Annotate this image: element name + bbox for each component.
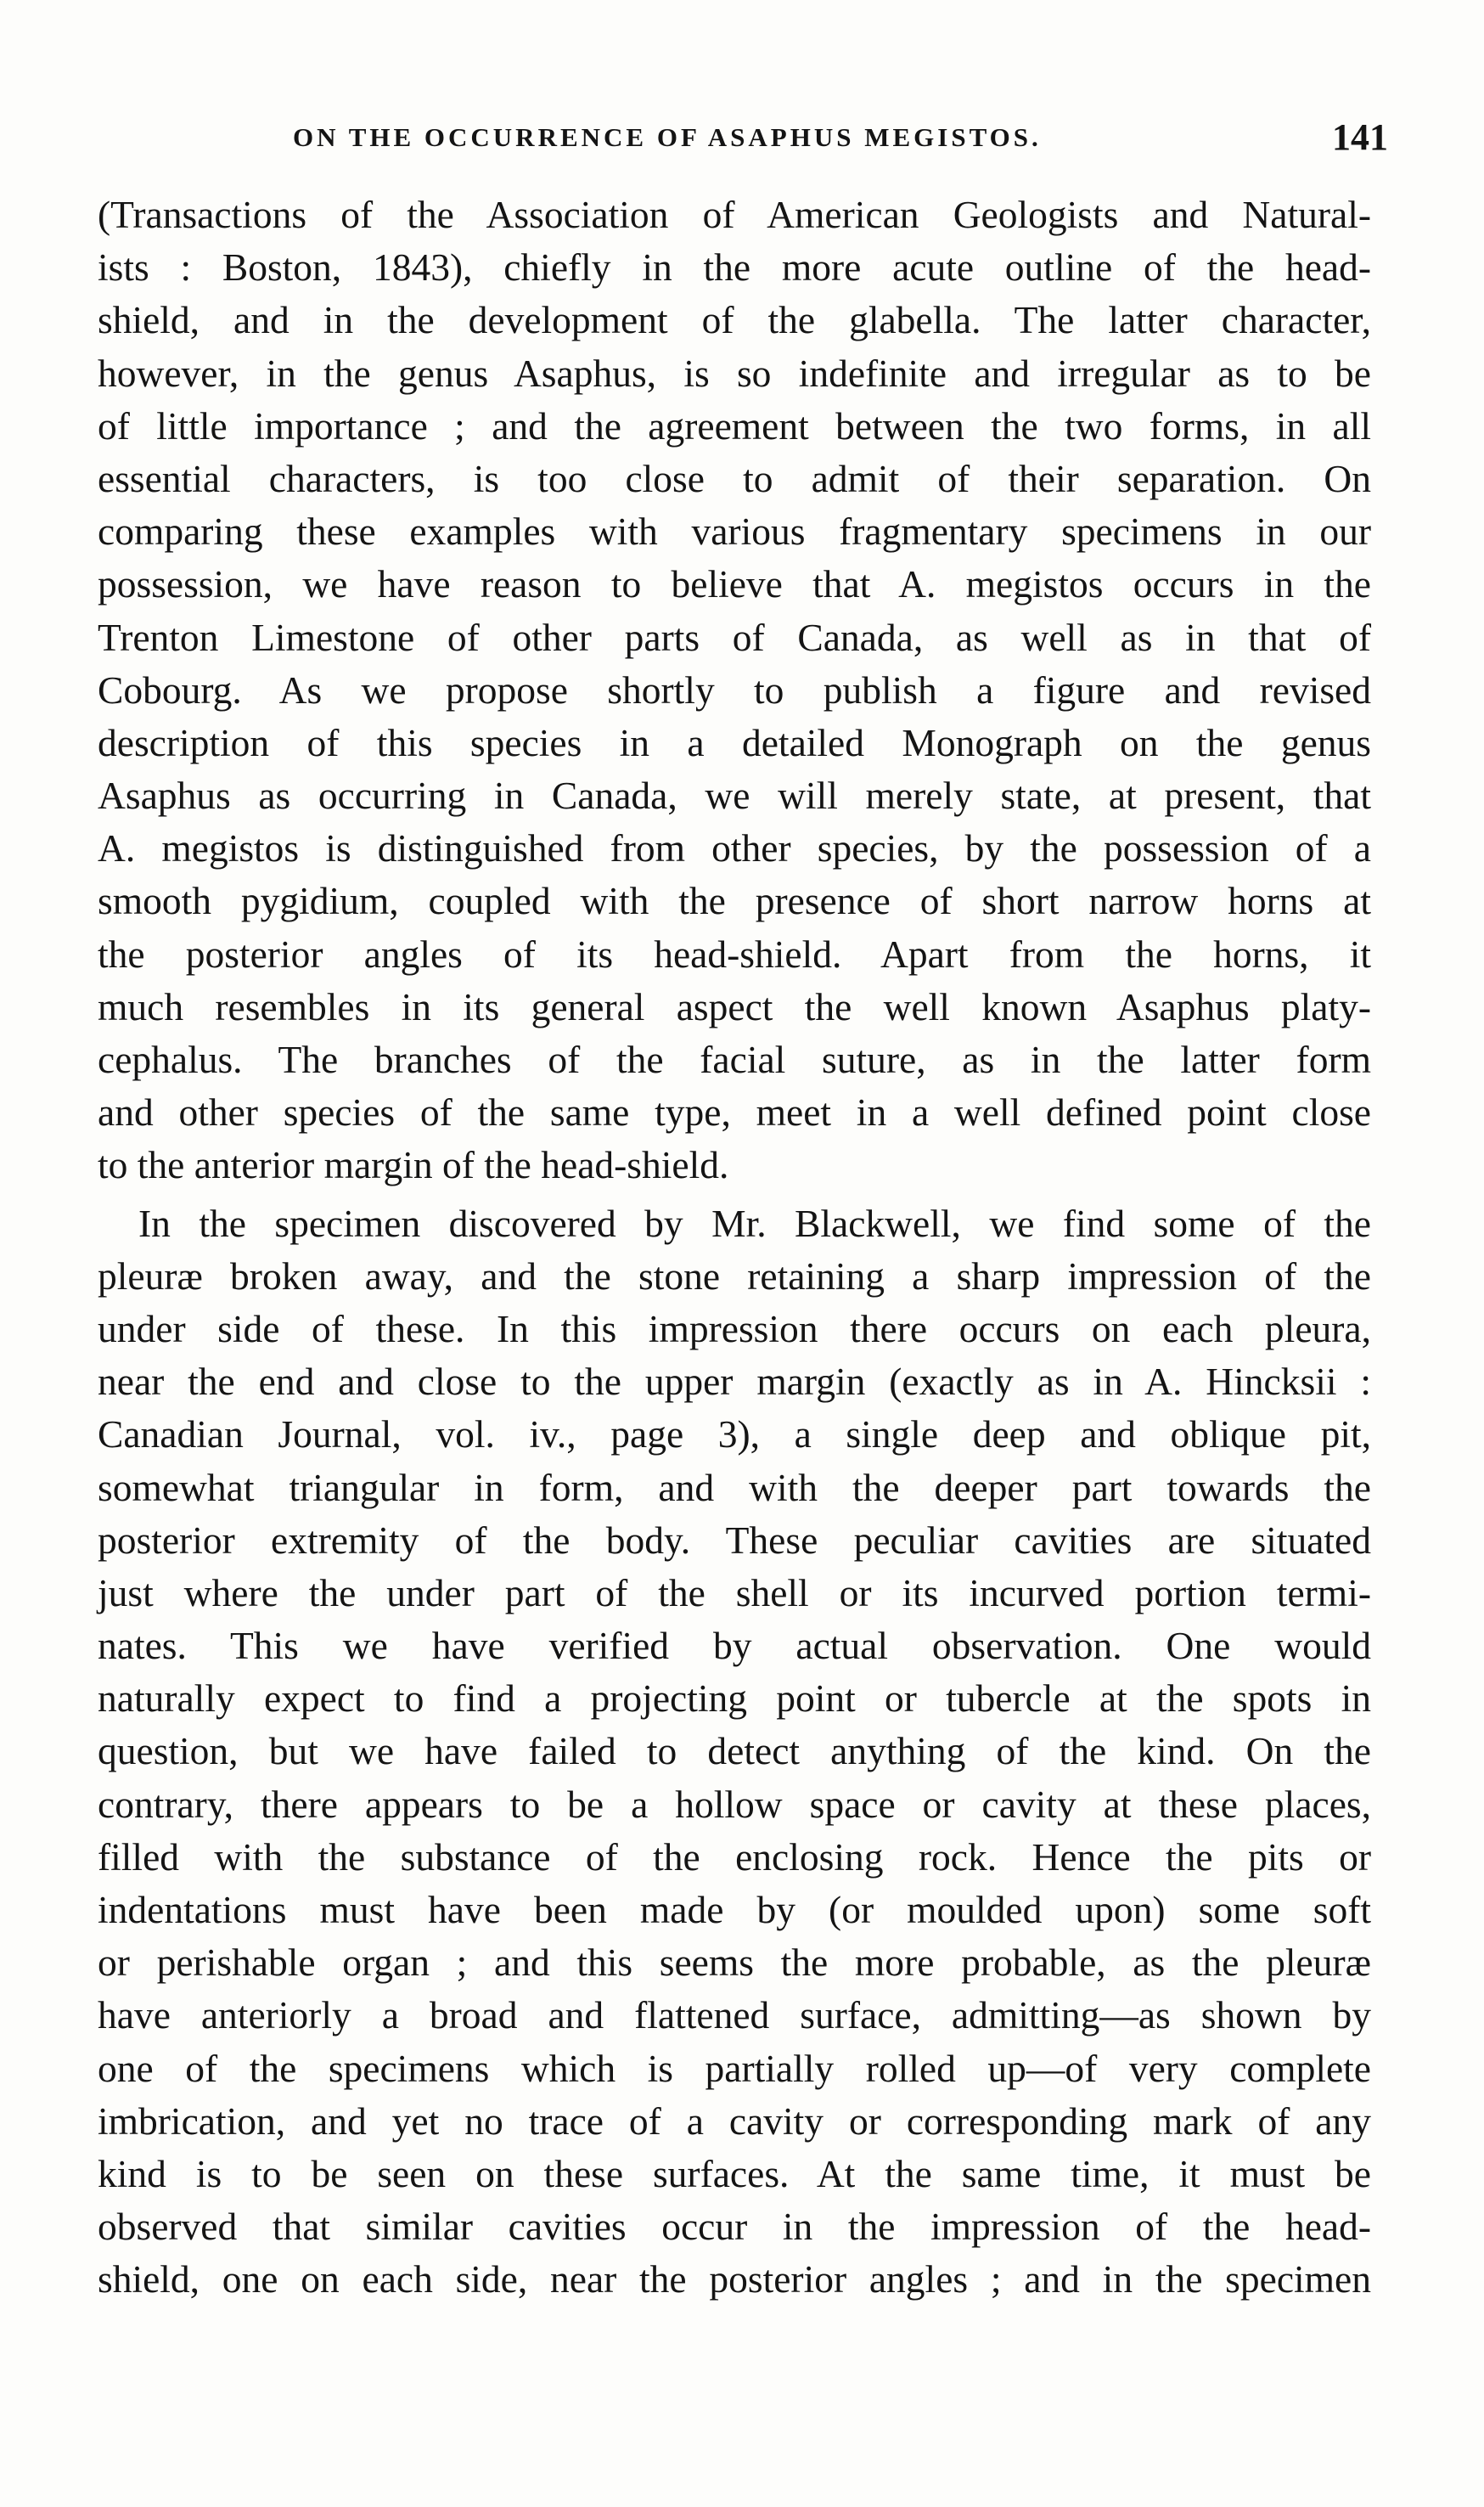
text-line: filled with the substance of the enclosing rock. Hence the pits or (98, 1834, 1371, 1879)
text-line: have anteriorly a broad and flattened surface, admitting—as shown by (98, 1993, 1371, 2037)
paragraph-1 (98, 189, 1371, 1192)
text-line: naturally expect to find a projecting point or tubercle at the spots in (98, 1676, 1371, 1721)
text-line: shield, one on each side, near the posterior angles ; and in the specimen (98, 2257, 1371, 2301)
text-line: ists : Boston, 1843), chiefly in the more acute outline of the head- (98, 245, 1371, 290)
text-line: however, in the genus Asaphus, is so indefinite and irregular as to be (98, 351, 1371, 395)
text-line: description of this species in a detailed Monograph on the genus (98, 720, 1371, 764)
text-line: posterior extremity of the body. These peculiar cavities are situated (98, 1518, 1371, 1562)
paragraph-2 (98, 1197, 1371, 2307)
text-line: imbrication, and yet no trace of a cavity or corresponding mark of any (98, 2099, 1371, 2143)
text-line: Canadian Journal, vol. iv., page 3), a single deep and oblique pit, (98, 1412, 1371, 1456)
text-line: kind is to be seen on these surfaces. At the same time, it must be (98, 2151, 1371, 2195)
text-line: just where the under part of the shell or its incurved portion termi- (98, 1570, 1371, 1614)
text-line: question, but we have failed to detect anything of the kind. On the (98, 1729, 1371, 1773)
body-text (98, 189, 1371, 2307)
text-line: indentations must have been made by (or moulded upon) some soft (98, 1888, 1371, 1931)
text-line: cephalus. The branches of the facial suture, as in the latter form (98, 1038, 1371, 1081)
text-line: essential characters, is too close to admit of their separation. On (98, 456, 1371, 500)
page-header (98, 115, 1388, 166)
text-line: possession, we have reason to believe that A. megistos occurs in the (98, 562, 1371, 606)
text-line: under side of these. In this impression there occurs on each pleura, (98, 1306, 1371, 1350)
text-line: of little importance ; and the agreement between the two forms, in all (98, 403, 1371, 448)
text-line: the posterior angles of its head-shield. Apart from the horns, it (98, 932, 1371, 976)
text-line: (Transactions of the Association of American Geologists and Natural- (98, 193, 1371, 236)
running-title: ON THE OCCURRENCE OF ASAPHUS MEGISTOS. (293, 122, 1042, 152)
text-line: or perishable organ ; and this seems the more probable, as the pleuræ (98, 1941, 1371, 1985)
text-line: Asaphus as occurring in Canada, we will merely state, at present, that (98, 774, 1371, 818)
text-line: and other species of the same type, meet in a well defined point close (98, 1090, 1371, 1135)
page-number: 141 (1332, 116, 1388, 158)
text-line: A. megistos is distinguished from other species, by the possession of a (98, 826, 1371, 870)
text-line: Cobourg. As we propose shortly to publish a figure and revised (98, 668, 1371, 712)
text-line: near the end and close to the upper margin (exactly as in A. Hincksii : (98, 1360, 1371, 1404)
text-line: contrary, there appears to be a hollow space or cavity at these places, (98, 1782, 1371, 1826)
text-line: to the anterior margin of the head-shield. (98, 1143, 729, 1187)
text-line: shield, and in the development of the glabella. The latter character, (98, 298, 1371, 342)
text-line: observed that similar cavities occur in the impression of the head- (98, 2205, 1371, 2249)
text-line: pleuræ broken away, and the stone retaining a sharp impression of the (98, 1254, 1371, 1298)
text-line: nates. This we have verified by actual observation. One would (98, 1624, 1371, 1668)
text-line: Trenton Limestone of other parts of Canada, as well as in that of (98, 615, 1371, 659)
text-line: much resembles in its general aspect the well known Asaphus platy- (98, 984, 1371, 1028)
text-line: one of the specimens which is partially rolled up—of very complete (98, 2046, 1371, 2090)
text-line: somewhat triangular in form, and with the deeper part towards the (98, 1465, 1371, 1509)
text-line: smooth pygidium, coupled with the presence of short narrow horns at (98, 879, 1371, 923)
text-line: comparing these examples with various fragmentary specimens in our (98, 510, 1371, 554)
text-line: In the specimen discovered by Mr. Blackwell, we find some of the (138, 1201, 1371, 1245)
